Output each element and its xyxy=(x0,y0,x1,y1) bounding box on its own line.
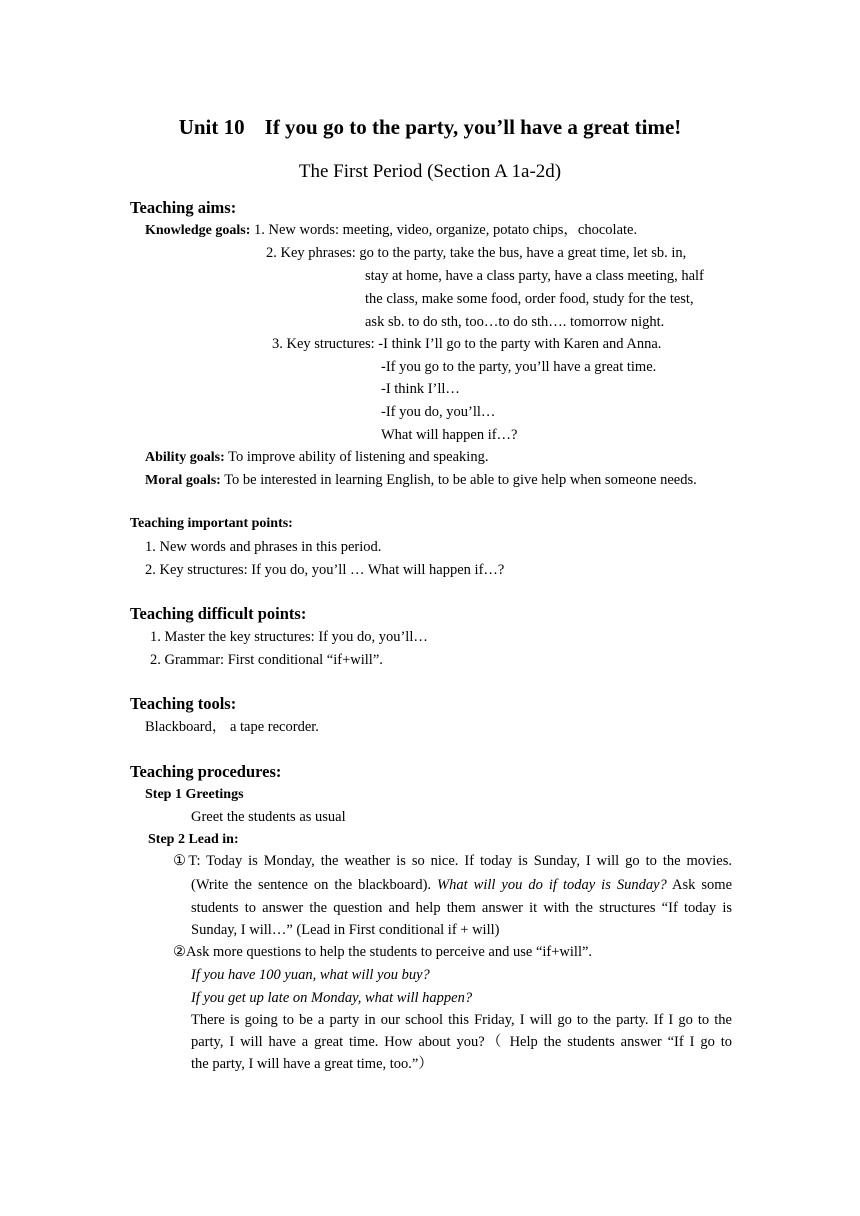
key-structures-line-1: 3. Key structures: -I think I’ll go to the party with Karen and Anna. xyxy=(272,336,662,352)
step-2-label: Step 2 Lead in: xyxy=(148,832,239,847)
document-title xyxy=(0,117,860,138)
key-phrases-line-2: stay at home, have a class party, have a class meeting, half xyxy=(365,268,704,284)
moral-goals-label: Moral goals: xyxy=(145,473,221,488)
lead-in-paragraph-1-line-4: Sunday, I will…” (Lead in First conditional if + will) xyxy=(191,922,500,938)
key-structures-line-4: -If you do, you’ll… xyxy=(381,404,496,420)
document-subtitle: The First Period (Section A 1a-2d) xyxy=(298,161,562,182)
knowledge-goals-text: 1. New words: meeting, video, organize, potato chips，chocolate. xyxy=(254,222,638,238)
tools-heading: Teaching tools: xyxy=(130,694,237,713)
knowledge-goals-label: Knowledge goals: xyxy=(145,223,251,238)
step-1-label: Step 1 Greetings xyxy=(145,787,244,802)
ability-goals-line xyxy=(145,450,488,465)
procedures-heading: Teaching procedures: xyxy=(130,762,282,781)
ability-goals-text: To improve ability of listening and speaking. xyxy=(228,449,489,465)
key-structures-line-2: -If you go to the party, you’ll have a great time. xyxy=(381,359,657,375)
title-text: If you go to the party, you’ll have a great time! xyxy=(264,115,682,139)
blackboard-note: (Write the sentence on the blackboard). xyxy=(191,877,438,893)
example-question-1-text: If you have 100 yuan, what will you buy? xyxy=(191,967,430,983)
important-point-1: 1. New words and phrases in this period. xyxy=(145,539,382,555)
ask-some-text: Ask some xyxy=(666,877,733,893)
moral-goals-text: To be interested in learning English, to be able to give help when someone needs. xyxy=(224,472,697,488)
moral-goals-line xyxy=(145,473,697,488)
party-paragraph-line-1: There is going to be a party in our school this Friday, I will go to the party. If I go to the xyxy=(191,1012,732,1028)
key-phrases-line-1: 2. Key phrases: go to the party, take the bus, have a great time, let sb. in, xyxy=(266,245,687,261)
example-question-1 xyxy=(191,968,430,983)
key-phrases-line-3: the class, make some food, order food, study for the test, xyxy=(365,291,694,307)
lead-in-paragraph-1-line-1: ①T: Today is Monday, the weather is so nice. If today is Sunday, I will go to the movies. xyxy=(173,853,732,869)
key-structures-line-5: What will happen if…? xyxy=(381,427,518,443)
lead-in-paragraph-2: ②Ask more questions to help the students to perceive and use “if+will”. xyxy=(173,944,593,960)
important-points-heading: Teaching important points: xyxy=(130,516,293,531)
unit-number: Unit 10 xyxy=(178,115,245,139)
difficult-point-1: 1. Master the key structures: If you do, you’ll… xyxy=(150,629,428,645)
key-phrases-line-4: ask sb. to do sth, too…to do sth…. tomorrow night. xyxy=(365,314,665,330)
important-point-2: 2. Key structures: If you do, you’ll … What will happen if…? xyxy=(145,562,505,578)
step-1-text: Greet the students as usual xyxy=(191,809,346,825)
knowledge-goals-line xyxy=(145,223,637,238)
example-question-2 xyxy=(191,991,472,1006)
example-question-2-text: If you get up late on Monday, what will happen? xyxy=(191,990,473,1006)
ability-goals-label: Ability goals: xyxy=(145,450,225,465)
aims-heading: Teaching aims: xyxy=(130,198,237,217)
difficult-point-2: 2. Grammar: First conditional “if+will”. xyxy=(150,652,383,668)
lead-in-paragraph-1-line-2 xyxy=(191,878,732,893)
tools-text: Blackboard， a tape recorder. xyxy=(145,719,319,735)
sunday-question: What will you do if today is Sunday? xyxy=(437,877,667,893)
lead-in-paragraph-1-line-3: students to answer the question and help them answer it with the structures “If today is xyxy=(191,900,732,916)
party-paragraph-line-2: party, I will have a great time. How about you?（ Help the students answer “If I go to xyxy=(191,1034,732,1050)
key-structures-line-3: -I think I’ll… xyxy=(381,381,460,397)
party-paragraph-line-3: the party, I will have a great time, too.”） xyxy=(191,1056,433,1072)
difficult-points-heading: Teaching difficult points: xyxy=(130,604,307,623)
